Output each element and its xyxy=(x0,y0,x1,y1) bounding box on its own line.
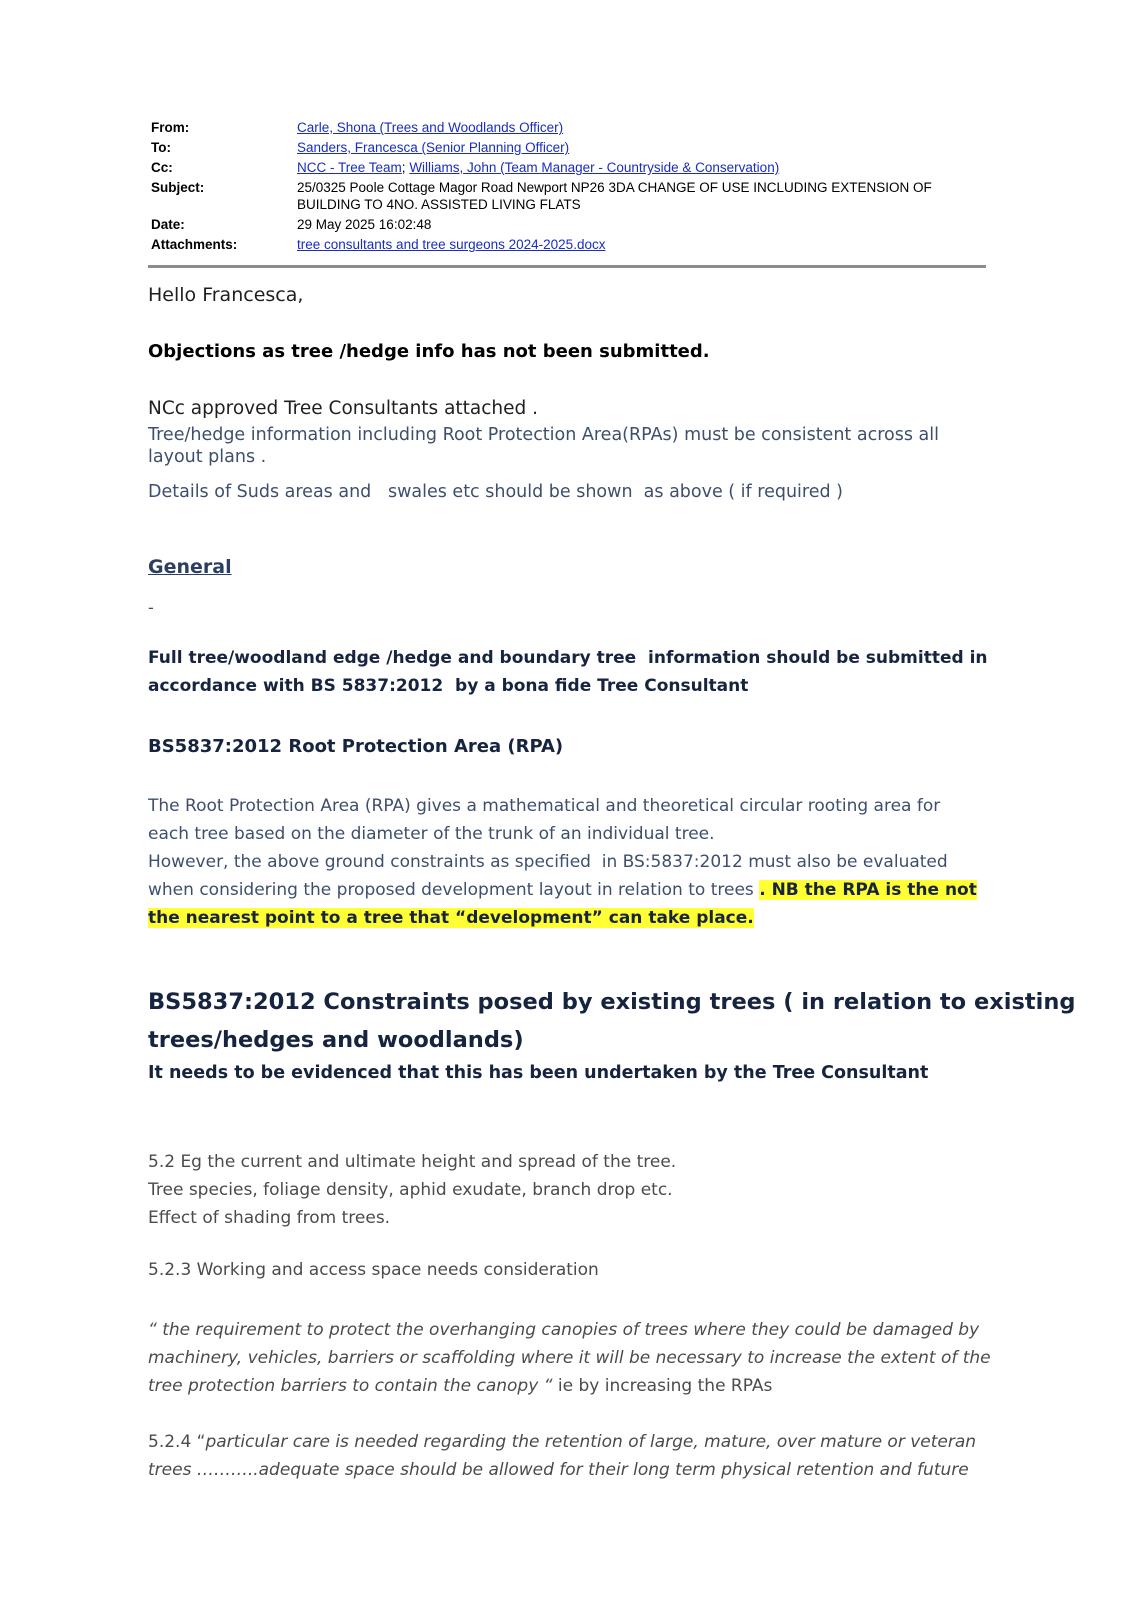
constraints-heading xyxy=(148,983,1075,1059)
s52-line-2: Tree species, foliage density, aphid exudate, branch drop etc. xyxy=(148,1180,673,1200)
header-divider xyxy=(148,265,986,268)
section-5-2-3: 5.2.3 Working and access space needs consideration xyxy=(148,1260,599,1280)
subject-row xyxy=(151,178,991,215)
full-info-line-1: Full tree/woodland edge /hedge and boundary tree information should be submitted in xyxy=(148,648,988,668)
cc-link-williams[interactable]: Williams, John (Team Manager - Countryside & Conservation) xyxy=(409,160,780,175)
date-value: 29 May 2025 16:02:48 xyxy=(297,217,432,232)
subject-line-1: 25/0325 Poole Cottage Magor Road Newport NP26 3DA CHANGE OF USE INCLUDING EXTENSION OF xyxy=(297,180,932,195)
greeting: Hello Francesca, xyxy=(148,284,304,306)
tree-info-line-1: Tree/hedge information including Root Protection Area(RPAs) must be consistent across all xyxy=(148,425,939,445)
s52-line-1: 5.2 Eg the current and ultimate height and spread of the tree. xyxy=(148,1152,677,1172)
constraints-heading-line-2: trees/hedges and woodlands) xyxy=(148,1027,524,1053)
email-header xyxy=(151,118,991,255)
quote-line-2: machinery, vehicles, barriers or scaffolding where it will be necessary to increase the extent of the xyxy=(148,1348,991,1368)
rpa-line-1: The Root Protection Area (RPA) gives a mathematical and theoretical circular rooting area for xyxy=(148,796,941,816)
tree-info-paragraph xyxy=(148,424,939,468)
date-row xyxy=(151,215,991,235)
cc-label: Cc: xyxy=(151,160,173,175)
s52-line-3: Effect of shading from trees. xyxy=(148,1208,391,1228)
rpa-line-3: However, the above ground constraints as specified in BS:5837:2012 must also be evaluated xyxy=(148,852,948,872)
rpa-line-4 xyxy=(148,876,998,904)
rpa-heading: BS5837:2012 Root Protection Area (RPA) xyxy=(148,736,564,757)
s524-prefix: 5.2.4 “ xyxy=(148,1432,206,1452)
cc-row xyxy=(151,158,991,178)
rpa-paragraph xyxy=(148,792,998,932)
general-heading: General xyxy=(148,556,232,578)
rpa-line-2: each tree based on the diameter of the trunk of an individual tree. xyxy=(148,824,715,844)
suds-line: Details of Suds areas and swales etc should be shown as above ( if required ) xyxy=(148,482,843,502)
subject-label: Subject: xyxy=(151,180,205,195)
section-5-2-4 xyxy=(148,1428,1008,1484)
quote-line-1: “ the requirement to protect the overhanging canopies of trees where they could be damaged by xyxy=(148,1320,980,1340)
section-5-2 xyxy=(148,1148,676,1232)
from-link[interactable]: Carle, Shona (Trees and Woodlands Officer) xyxy=(297,120,564,135)
dash-line: - xyxy=(148,598,154,617)
consultants-line: NCc approved Tree Consultants attached . xyxy=(148,398,539,419)
quote-line-3-tail: ie by increasing the RPAs xyxy=(552,1376,773,1396)
from-row xyxy=(151,118,991,138)
rpa-line-4-text: when considering the proposed development layout in relation to trees xyxy=(148,880,754,900)
to-link[interactable]: Sanders, Francesca (Senior Planning Officer) xyxy=(297,140,570,155)
to-row xyxy=(151,138,991,158)
full-info-line-2: accordance with BS 5837:2012 by a bona fide Tree Consultant xyxy=(148,676,749,696)
cc-separator: ; xyxy=(401,160,406,175)
quote-line-3 xyxy=(148,1372,1008,1400)
s524-line-1-text: particular care is needed regarding the retention of large, mature, over mature or veteran xyxy=(205,1432,977,1452)
quote-line-3-italic: tree protection barriers to contain the canopy “ xyxy=(148,1376,553,1396)
full-info-paragraph xyxy=(148,644,988,700)
rpa-highlight-2: the nearest point to a tree that “development” can take place. xyxy=(148,908,754,928)
rpa-line-5 xyxy=(148,904,998,932)
constraints-heading-line-1: BS5837:2012 Constraints posed by existing trees ( in relation to existing xyxy=(148,989,1076,1015)
rpa-highlight-1: . NB the RPA is the not xyxy=(759,880,977,900)
s524-line-1 xyxy=(148,1428,1008,1456)
from-label: From: xyxy=(151,120,190,135)
tree-info-line-2: layout plans . xyxy=(148,447,267,467)
attachment-link[interactable]: tree consultants and tree surgeons 2024-2025.docx xyxy=(297,237,606,252)
to-label: To: xyxy=(151,140,171,155)
objections-line: Objections as tree /hedge info has not been submitted. xyxy=(148,341,710,362)
date-label: Date: xyxy=(151,217,185,232)
cc-link-tree-team[interactable]: NCC - Tree Team xyxy=(297,160,402,175)
attachments-row xyxy=(151,235,991,255)
attachments-label: Attachments: xyxy=(151,237,238,252)
evidence-line: It needs to be evidenced that this has been undertaken by the Tree Consultant xyxy=(148,1063,929,1083)
subject-line-2: BUILDING TO 4NO. ASSISTED LIVING FLATS xyxy=(297,196,581,212)
quote-paragraph xyxy=(148,1316,1008,1400)
s524-line-2: trees ………..adequate space should be allowed for their long term physical retention and future xyxy=(148,1460,969,1480)
